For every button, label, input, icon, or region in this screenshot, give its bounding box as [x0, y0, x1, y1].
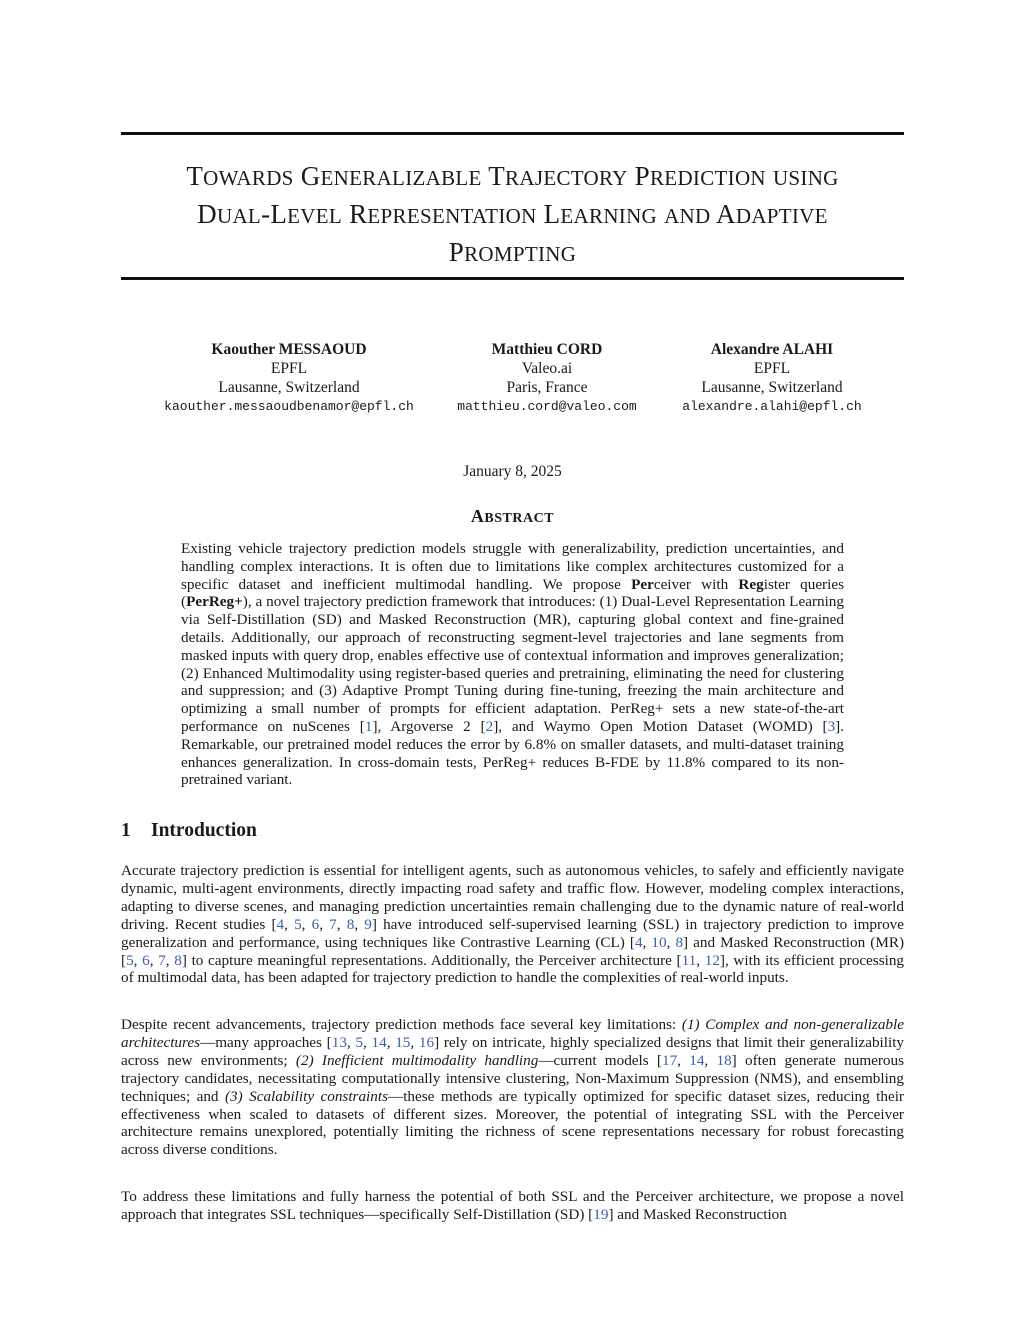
title-line-2: DUAL-LEVEL REPRESENTATION LEARNING AND ADAPTIVE	[197, 199, 828, 229]
author-block	[121, 340, 904, 420]
publication-date: January 8, 2025	[463, 463, 562, 480]
author-1	[121, 340, 457, 416]
section-heading-introduction	[121, 820, 257, 842]
author-email[interactable]: alexandre.alahi@epfl.ch	[682, 399, 862, 414]
intro-paragraph-1: Accurate trajectory prediction is essential for intelligent agents, such as autonomous vehicles, to safely and efficiently navigate dynamic, multi-agent environments, directly impacting road safety and traffic flow. However, modeling complex interactions, adapting to diverse scenes, and managing prediction uncertainties remain challenging due to the dynamic nature of real-world driving. Recent studies [4, 5, 6, 7, 8, 9] have introduced self-supervised learning (SSL) in trajectory prediction to improve generalization and performance, using techniques like Contrastive Learning (CL) [4, 10, 8] and Masked Reconstruction (MR) [5, 6, 7, 8] to capture meaningful representations. Additionally, the Perceiver architecture [11, 12], with its efficient processing of multimodal data, has been adapted for trajectory prediction to handle the complexities of real-world inputs.	[121, 862, 905, 987]
author-name: Kaouther MESSAOUD	[211, 341, 367, 358]
intro-paragraph-2: Despite recent advancements, trajectory prediction methods face several key limitations: (1) Complex and non-generalizable architectures—many approaches [13, 5, 14, 15, 16] rely on intricate, highly specialized designs that limit their generalizability across new environments; (2) Inefficient multimodality handling—current models [17, 14, 18] often generate numerous trajectory candidates, necessitating computationally intensive clustering, Non-Maximum Suppression (NMS), and ensembling techniques; and (3) Scalability constraints—these methods are typically optimized for specific dataset sizes, reducing their effectiveness when scaled to datasets of different sizes. Moreover, the potential of integrating SSL with the Perceiver architecture remains unexplored, potentially limiting the richness of scene representations necessary for robust forecasting across diverse conditions.	[121, 1016, 905, 1159]
author-3	[667, 340, 877, 416]
author-email[interactable]: matthieu.cord@valeo.com	[457, 399, 637, 414]
abstract-heading: ABSTRACT	[470, 506, 555, 526]
intro-paragraph-3: To address these limitations and fully harness the potential of both SSL and the Perceiver architecture, we propose a novel approach that integrates SSL techniques—specifically Self-Distillation (SD) [19] and Masked Reconstruction	[121, 1188, 904, 1223]
author-location: Lausanne, Switzerland	[701, 379, 843, 396]
author-location: Lausanne, Switzerland	[218, 379, 360, 396]
title-line-3: PROMPTING	[448, 237, 577, 267]
author-name: Alexandre ALAHI	[710, 341, 834, 358]
paper-title	[121, 158, 904, 272]
author-affiliation: Valeo.ai	[521, 360, 573, 377]
section-number: 1	[121, 820, 131, 841]
abstract-text: Existing vehicle trajectory prediction models struggle with generalizability, prediction uncertainties, and handling complex interactions. It is often due to limitations like complex architectures customized for a specific dataset and inefficient multimodal handling. We propose Perceiver with Register queries (PerReg+), a novel trajectory prediction framework that introduces: (1) Dual-Level Representation Learning via Self-Distillation (SD) and Masked Reconstruction (MR), capturing global context and fine-grained details. Additionally, our approach of reconstructing segment-level trajectories and lane segments from masked inputs with query drop, enables effective use of contextual information and improves generalization; (2) Enhanced Multimodality using register-based queries and pretraining, eliminating the need for clustering and suppression; and (3) Adaptive Prompt Tuning during fine-tuning, freezing the main architecture and optimizing a small number of prompts for efficient adaptation. PerReg+ sets a new state-of-the-art performance on nuScenes [1], Argoverse 2 [2], and Waymo Open Motion Dataset (WOMD) [3]. Remarkable, our pretrained model reduces the error by 6.8% on smaller datasets, and multi-dataset training enhances generalization. In cross-domain tests, PerReg+ reduces B-FDE by 11.8% compared to its non-pretrained variant.	[181, 540, 845, 789]
author-affiliation: EPFL	[270, 360, 308, 377]
top-rule	[121, 132, 904, 135]
author-location: Paris, France	[506, 379, 588, 396]
author-email[interactable]: kaouther.messaoudbenamor@epfl.ch	[164, 399, 414, 414]
title-line-1: TOWARDS GENERALIZABLE TRAJECTORY PREDICTION USING	[186, 161, 839, 191]
section-title: Introduction	[151, 820, 257, 841]
author-affiliation: EPFL	[753, 360, 791, 377]
bottom-title-rule	[121, 277, 904, 280]
author-name: Matthieu CORD	[491, 341, 603, 358]
author-2	[437, 340, 657, 416]
